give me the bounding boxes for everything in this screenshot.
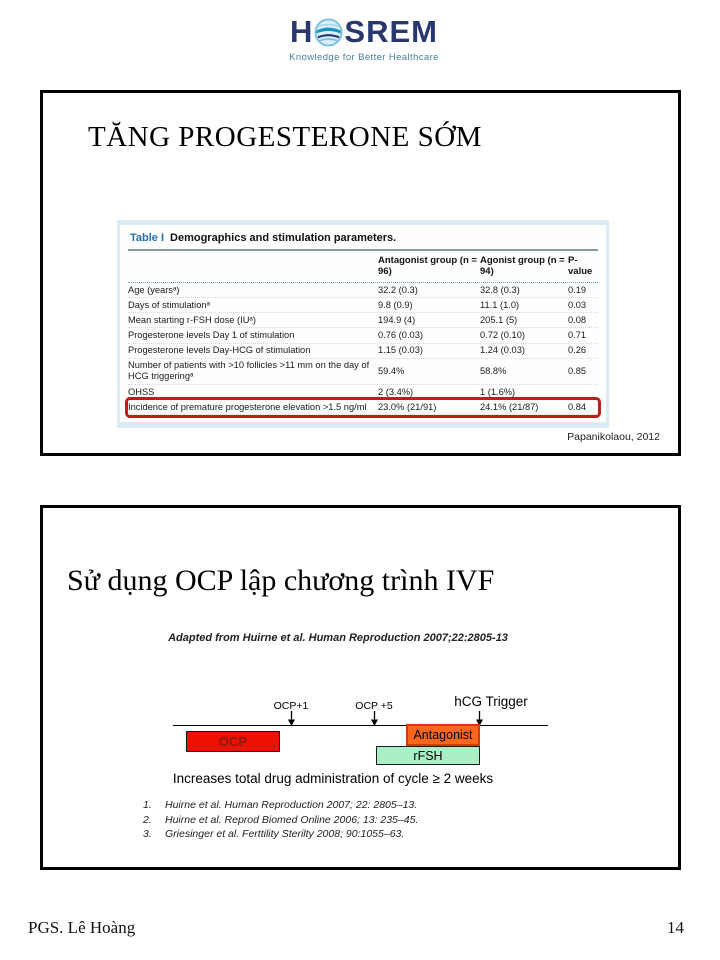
row-pvalue: 0.19 — [568, 284, 587, 295]
references-list — [143, 799, 418, 843]
rfsh-bar: rFSH — [376, 746, 480, 765]
row-label: OHSS — [128, 386, 155, 397]
column-header-agonist: Agonist group (n = 94) — [480, 255, 565, 277]
slide2-title: Sử dụng OCP lập chương trình IVF — [67, 564, 495, 597]
row-agonist-value: 32.8 (0.3) — [480, 284, 520, 295]
row-pvalue: 0.26 — [568, 345, 587, 356]
row-label: Days of stimulationᵃ — [128, 299, 210, 310]
reference-number: 3. — [143, 828, 152, 840]
row-pvalue: 0.85 — [568, 365, 587, 376]
row-pvalue: 0.08 — [568, 314, 587, 325]
row-agonist-value: 0.72 (0.10) — [480, 329, 525, 340]
marker-hcg-trigger: hCG Trigger — [454, 694, 528, 709]
reference-text: Huirne et al. Reprod Biomed Online 2006; 13: 235–45. — [165, 813, 419, 826]
logo-letter-h: H — [290, 14, 314, 49]
row-label: Number of patients with >10 follicles >11 mm on the day of HCG triggeringᵃ — [128, 360, 370, 382]
reference-number: 2. — [143, 813, 152, 826]
slide2-subtitle: Adapted from Huirne et al. Human Reproduction 2007;22:2805-13 — [168, 632, 508, 644]
reference-text: Griesinger et al. Ferttility Sterilty 2008; 90:1055–63. — [165, 828, 405, 840]
row-antagonist-value: 23.0% (21/91) — [378, 401, 437, 412]
row-label: Progesterone levels Day-HCG of stimulation — [128, 345, 311, 356]
table-row-follicles — [128, 359, 598, 385]
ocp-bar: OCP — [186, 731, 280, 752]
table-row-prog-day1 — [128, 328, 598, 343]
row-agonist-value: 58.8% — [480, 365, 507, 376]
footer-author: PGS. Lê Hoàng — [28, 918, 136, 937]
row-agonist-value: 1.24 (0.03) — [480, 345, 525, 356]
reference-text: Huirne et al. Human Reproduction 2007; 22: 2805–13. — [165, 799, 418, 811]
marker-ocp-plus5: OCP +5 — [355, 700, 393, 712]
table-title — [128, 230, 598, 249]
slide1-title: TĂNG PROGESTERONE SỚM — [88, 121, 482, 153]
row-label: Age (yearsᵃ) — [128, 284, 180, 295]
reference-number: 1. — [143, 799, 152, 811]
diagram-caption: Increases total drug administration of cycle ≥ 2 weeks — [172, 771, 494, 786]
reference-item — [143, 814, 418, 826]
row-agonist-value: 24.1% (21/87) — [480, 401, 539, 412]
table-header-row — [128, 251, 598, 282]
page-number: 14 — [667, 918, 684, 937]
demographics-table — [120, 225, 606, 422]
row-antagonist-value: 9.8 (0.9) — [378, 299, 413, 310]
table-row-days — [128, 298, 598, 313]
table-row-fsh-dose — [128, 313, 598, 328]
slide2-frame — [40, 505, 681, 870]
row-agonist-value: 11.1 (1.0) — [480, 299, 520, 310]
table-title-text: Demographics and stimulation parameters. — [170, 232, 397, 244]
table-row-ohss — [128, 385, 598, 400]
row-antagonist-value: 32.2 (0.3) — [378, 284, 418, 295]
row-antagonist-value: 194.9 (4) — [378, 314, 416, 325]
column-header-antagonist: Antagonist group (n = 96) — [378, 255, 477, 277]
slide1-citation: Papanikolaou, 2012 — [567, 431, 660, 443]
table-row-incidence-highlighted — [128, 400, 598, 415]
row-pvalue: 0.03 — [568, 299, 587, 310]
timeline-line — [173, 725, 548, 726]
logo-tagline: Knowledge for Better Healthcare — [289, 52, 439, 63]
hosrem-logo — [0, 14, 720, 63]
row-antagonist-value: 59.4% — [378, 365, 405, 376]
row-antagonist-value: 1.15 (0.03) — [378, 345, 423, 356]
row-pvalue: 0.71 — [568, 329, 587, 340]
column-header-pvalue: P-value — [568, 255, 593, 277]
row-antagonist-value: 0.76 (0.03) — [378, 329, 423, 340]
row-label: Progesterone levels Day 1 of stimulation — [128, 329, 295, 340]
globe-icon — [314, 18, 343, 47]
row-pvalue: 0.84 — [568, 401, 587, 412]
logo-row — [290, 14, 438, 50]
row-agonist-value: 1 (1.6%) — [480, 386, 516, 397]
table-rule-bottom — [128, 416, 598, 418]
table-row-age — [128, 283, 598, 298]
logo-letter-srem: SREM — [344, 14, 438, 49]
antagonist-bar: Antagonist — [406, 724, 480, 746]
table-row-prog-hcg — [128, 344, 598, 359]
demographics-table-image — [117, 220, 609, 428]
arrow-down-icon — [370, 711, 379, 726]
row-label: Mean starting r-FSH dose (IUᵃ) — [128, 314, 256, 325]
arrow-down-icon — [287, 711, 296, 726]
reference-item — [143, 799, 418, 811]
column-header-empty — [128, 262, 378, 271]
reference-item — [143, 828, 418, 840]
marker-ocp-plus1: OCP+1 — [273, 700, 309, 712]
row-agonist-value: 205.1 (5) — [480, 314, 518, 325]
slide1-frame — [40, 90, 681, 456]
table-title-label: Table I — [130, 232, 165, 244]
row-pvalue — [568, 391, 598, 394]
row-label: Incidence of premature progesterone elevation >1.5 ng/ml — [128, 401, 367, 412]
row-antagonist-value: 2 (3.4%) — [378, 386, 414, 397]
